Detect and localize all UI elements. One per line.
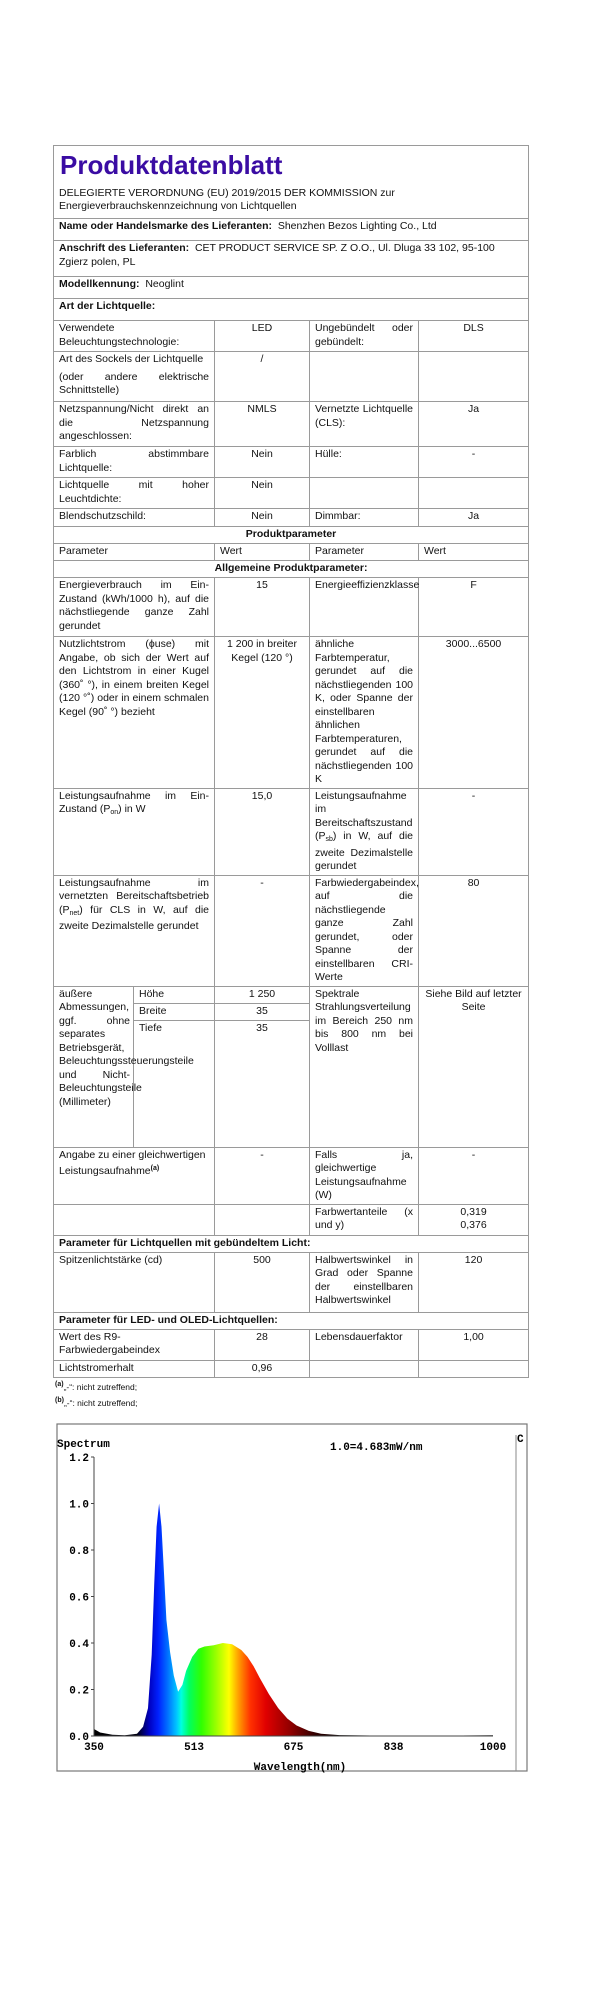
regulation-text: DELEGIERTE VERORDNUNG (EU) 2019/2015 DER KOMMISSION zur Energieverbrauchskennzeichnung von Lichtquellen bbox=[54, 186, 529, 219]
y-tick-label: 0.8 bbox=[69, 1546, 89, 1558]
param-label: Farblich abstimmbare Lichtquelle: bbox=[54, 447, 215, 478]
label-text: Angabe zu einer gleichwertigen Leistungsaufnahme bbox=[59, 1148, 206, 1177]
supplier-name-value: Shenzhen Bezos Lighting Co., Ltd bbox=[277, 220, 437, 232]
footnote-text: „-“: nicht zutreffend; bbox=[63, 1397, 138, 1408]
footnote-mark: (b) bbox=[55, 1396, 64, 1404]
column-header: Parameter bbox=[54, 544, 215, 561]
table-row bbox=[54, 986, 529, 1003]
x-tick-label: 350 bbox=[84, 1742, 104, 1754]
x-axis-label: Wavelength(nm) bbox=[253, 1762, 347, 1774]
table-row bbox=[54, 1329, 529, 1360]
depth-value: 35 bbox=[215, 1020, 310, 1147]
param-value: 1,00 bbox=[419, 1329, 529, 1360]
param-value: / bbox=[215, 352, 310, 402]
label-text: Leistungsaufnahme im vernetzten Bereitschaftsbetrieb (P bbox=[59, 876, 209, 916]
param-label bbox=[310, 352, 419, 402]
supplier-name-label: Name oder Handelsmarke des Lieferanten: bbox=[59, 220, 272, 232]
x-tick-label: 1000 bbox=[479, 1742, 507, 1754]
param-value: Nein bbox=[215, 478, 310, 509]
column-header: Wert bbox=[215, 544, 310, 561]
param-label: Blendschutzschild: bbox=[54, 509, 215, 527]
param-value bbox=[419, 352, 529, 402]
table-row bbox=[54, 321, 529, 352]
model-row bbox=[54, 277, 529, 299]
param-value: 120 bbox=[419, 1252, 529, 1312]
empty-cell bbox=[54, 1204, 215, 1235]
param-label: Vernetzte Lichtquelle (CLS): bbox=[310, 402, 419, 447]
height-label: Höhe bbox=[134, 986, 215, 1003]
model-value: Neoglint bbox=[145, 278, 184, 290]
param-value: - bbox=[215, 875, 310, 986]
param-value: 3000...6500 bbox=[419, 637, 529, 789]
datasheet-table bbox=[53, 145, 529, 1378]
param-label bbox=[310, 788, 419, 875]
param-value: - bbox=[215, 1147, 310, 1204]
param-label: Energieverbrauch im Ein-Zustand (kWh/1000 h), auf die nächstliegende ganze Zahl gerundet bbox=[54, 578, 215, 637]
param-value bbox=[419, 1360, 529, 1377]
param-label: ähnliche Farbtemperatur, gerundet auf die nächstliegenden 100 K, oder Spanne der einstellbaren ähnlichen Farbtemperaturen, gerundet auf die nächstliegenden 100 K bbox=[310, 637, 419, 789]
table-row bbox=[54, 578, 529, 637]
footnote-ref: (a) bbox=[150, 1165, 160, 1172]
chroma-x: 0,319 bbox=[460, 1205, 487, 1218]
param-value: Nein bbox=[215, 447, 310, 478]
param-label: Farbwiedergabeindex, auf die nächstliegende ganze Zahl gerundet, oder Spanne der einstellbaren CRI-Werte bbox=[310, 875, 419, 986]
y-tick-label: 0.4 bbox=[69, 1639, 89, 1651]
param-label bbox=[310, 1360, 419, 1377]
param-value: - bbox=[419, 1147, 529, 1204]
param-label: Lichtquelle mit hoher Leuchtdichte: bbox=[54, 478, 215, 509]
height-value: 1 250 bbox=[215, 986, 310, 1003]
product-datasheet bbox=[53, 145, 528, 1410]
param-label: Spektrale Strahlungsverteilung im Bereich 250 nm bis 800 nm bei Volllast bbox=[310, 986, 419, 1147]
product-params-header: Produktparameter bbox=[54, 527, 529, 544]
param-label bbox=[54, 788, 215, 875]
empty-cell bbox=[215, 1204, 310, 1235]
column-header: Parameter bbox=[310, 544, 419, 561]
param-label: Netzspannung/Nicht direkt an die Netzspannung angeschlossen: bbox=[54, 402, 215, 447]
spectrum-chart bbox=[40, 1405, 590, 1785]
footnote bbox=[53, 1378, 528, 1394]
param-label: Hülle: bbox=[310, 447, 419, 478]
param-value: NMLS bbox=[215, 402, 310, 447]
param-label: Wert des R9-Farbwiedergabeindex bbox=[54, 1329, 215, 1360]
param-value: F bbox=[419, 578, 529, 637]
y-tick-label: 1.0 bbox=[69, 1499, 89, 1512]
param-label: Spitzenlichtstärke (cd) bbox=[54, 1252, 215, 1312]
chart-title: Spectrum bbox=[57, 1439, 110, 1451]
param-label: Lebensdauerfaktor bbox=[310, 1329, 419, 1360]
param-value: 15 bbox=[215, 578, 310, 637]
label-subscript: sb bbox=[325, 836, 333, 843]
param-value bbox=[419, 478, 529, 509]
dimensions-label: äußere Abmessungen, ggf. ohne separates Betriebsgerät, Beleuchtungssteuerungsteile und Nicht-Beleuchtungsteile (Millimeter) bbox=[54, 986, 134, 1147]
param-label bbox=[54, 875, 215, 986]
param-value: Ja bbox=[419, 509, 529, 527]
table-row bbox=[54, 402, 529, 447]
param-label: Dimmbar: bbox=[310, 509, 419, 527]
led-header: Parameter für LED- und OLED-Lichtquellen: bbox=[54, 1312, 529, 1329]
table-row bbox=[54, 1204, 529, 1235]
label-text: ) in W, auf die zweite Dezimalstelle gerundet bbox=[315, 830, 413, 872]
table-row bbox=[54, 637, 529, 789]
footnote-text: „-“: nicht zutreffend; bbox=[63, 1381, 138, 1392]
param-value: 500 bbox=[215, 1252, 310, 1312]
param-label: Lichtstromerhalt bbox=[54, 1360, 215, 1377]
y-tick-label: 0.6 bbox=[69, 1592, 89, 1605]
socket-label-note: (oder andere elektrische Schnittstelle) bbox=[59, 370, 209, 396]
param-label bbox=[310, 478, 419, 509]
chart-annotation: 1.0=4.683mW/nm bbox=[330, 1442, 423, 1454]
param-value: - bbox=[419, 788, 529, 875]
param-label bbox=[54, 1147, 215, 1204]
y-tick-label: 0.0 bbox=[69, 1732, 89, 1744]
param-label: Energieeffizienzklasse bbox=[310, 578, 419, 637]
param-label: Ungebündelt oder gebündelt: bbox=[310, 321, 419, 352]
table-row bbox=[54, 1252, 529, 1312]
chart-frame bbox=[57, 1424, 527, 1771]
clipped-label: C bbox=[517, 1434, 524, 1446]
param-value: 80 bbox=[419, 875, 529, 986]
page-title: Produktdatenblatt bbox=[54, 146, 529, 186]
param-value: LED bbox=[215, 321, 310, 352]
label-subscript: net bbox=[69, 909, 80, 917]
directional-header: Parameter für Lichtquellen mit gebündeltem Licht: bbox=[54, 1235, 529, 1252]
table-row bbox=[54, 1360, 529, 1377]
model-label: Modellkennung: bbox=[59, 278, 140, 290]
table-row bbox=[54, 478, 529, 509]
param-value: 15,0 bbox=[215, 788, 310, 875]
x-tick-label: 675 bbox=[283, 1742, 304, 1754]
param-value: DLS bbox=[419, 321, 529, 352]
param-value: 0,96 bbox=[215, 1360, 310, 1377]
supplier-address-value: CET PRODUCT SERVICE SP. Z O.O., Ul. Dluga 33 102, 95-100 Zgierz polen, PL bbox=[59, 242, 495, 268]
param-label: Nutzlichtstrom (ϕuse) mit Angabe, ob sich der Wert auf den Lichtstrom in einer Kugel (360˚ °), in einem breiten Kegel (120 °˚) oder in einem schmalen Kegel (90˚ °) bezieht bbox=[54, 637, 215, 789]
param-value bbox=[419, 1204, 529, 1235]
param-value: Siehe Bild auf letzter Seite bbox=[419, 986, 529, 1147]
table-row bbox=[54, 1147, 529, 1204]
column-header: Wert bbox=[419, 544, 529, 561]
label-text: Leistungsaufnahme im Bereitschaftszustand (P bbox=[315, 789, 413, 842]
supplier-name-row bbox=[54, 219, 529, 241]
param-label: Falls ja, gleichwertige Leistungsaufnahme (W) bbox=[310, 1147, 419, 1204]
width-value: 35 bbox=[215, 1003, 310, 1020]
depth-label: Tiefe bbox=[134, 1020, 215, 1147]
label-text: Leistungsaufnahme im Ein-Zustand (P bbox=[59, 789, 209, 815]
footnote-mark: (a) bbox=[55, 1380, 64, 1388]
param-label: Verwendete Beleuchtungstechnologie: bbox=[54, 321, 215, 352]
supplier-address-row bbox=[54, 241, 529, 277]
label-text: ) in W bbox=[118, 803, 146, 815]
table-row bbox=[54, 447, 529, 478]
light-type-header: Art der Lichtquelle: bbox=[54, 299, 529, 321]
param-value: Ja bbox=[419, 402, 529, 447]
param-label: Halbwertswinkel in Grad oder Spanne der einstellbaren Halbwertswinkel bbox=[310, 1252, 419, 1312]
y-tick-label: 0.2 bbox=[69, 1685, 89, 1698]
general-params-header: Allgemeine Produktparameter: bbox=[54, 561, 529, 578]
param-value: 28 bbox=[215, 1329, 310, 1360]
label-subscript: on bbox=[110, 809, 119, 816]
y-tick-label: 1.2 bbox=[69, 1453, 89, 1465]
table-row bbox=[54, 875, 529, 986]
table-row bbox=[54, 352, 529, 402]
chroma-y: 0,376 bbox=[460, 1219, 487, 1231]
param-value: Nein bbox=[215, 509, 310, 527]
width-label: Breite bbox=[134, 1003, 215, 1020]
param-value: 1 200 in breiter Kegel (120 °) bbox=[215, 637, 310, 789]
supplier-address-label: Anschrift des Lieferanten: bbox=[59, 242, 190, 254]
table-row bbox=[54, 509, 529, 527]
label-text: ) für CLS in W, auf die zweite Dezimalstelle gerundet bbox=[59, 903, 209, 932]
table-row bbox=[54, 788, 529, 875]
x-tick-label: 838 bbox=[383, 1742, 404, 1754]
param-label: Farbwertanteile (x und y) bbox=[310, 1204, 419, 1235]
column-header-row bbox=[54, 544, 529, 561]
param-label bbox=[54, 352, 215, 402]
param-value: - bbox=[419, 447, 529, 478]
x-tick-label: 513 bbox=[184, 1742, 204, 1754]
socket-label: Art des Sockels der Lichtquelle bbox=[59, 353, 204, 365]
